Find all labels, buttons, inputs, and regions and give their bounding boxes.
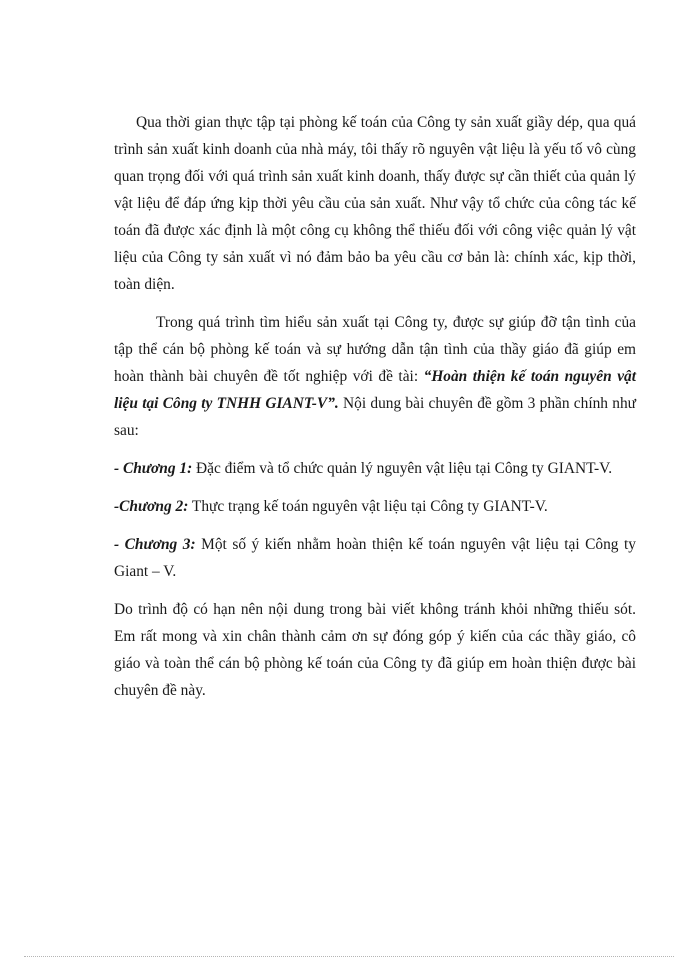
paragraph-closing-text: Do trình độ có hạn nên nội dung trong bài viết không tránh khỏi những thiếu sót. Em rất mong và xin chân thành cảm ơn sự đóng góp ý kiến của các thầy giáo, cô giáo và toàn thể cán bộ phòng kế toán của Công ty đã giúp em hoàn thiện được bài chuyên đề này.	[114, 601, 636, 699]
thesis-title: “Hoàn thiện kế toán nguyên vật liệu tại Công ty TNHH GIANT-V”.	[114, 368, 636, 412]
chapter-text: Đặc điểm và tổ chức quản lý nguyên vật liệu tại Công ty GIANT-V.	[192, 460, 613, 477]
chapter-item-3	[114, 531, 636, 585]
paragraph-closing	[114, 596, 636, 704]
chapter-text: Thực trạng kế toán nguyên vật liệu tại Công ty GIANT-V.	[188, 498, 548, 515]
chapter-label: -Chương 2:	[114, 498, 189, 515]
paragraph-topic-tail: Nội dung bài chuyên đề gồm 3 phần chính như sau:	[114, 395, 637, 439]
chapter-label: - Chương 3:	[114, 536, 196, 553]
paragraph-topic	[114, 309, 636, 444]
body-text	[114, 109, 636, 715]
paragraph-intro	[114, 109, 636, 298]
paragraph-topic-text: Trong quá trình tìm hiểu sản xuất tại Công ty, được sự giúp đỡ tận tình của tập thể cán bộ phòng kế toán và sự hướng dẫn tận tình của thầy giáo đã giúp em hoàn thành bài chuyên đề tốt nghiệp với đề tài:	[114, 314, 636, 385]
chapter-item-1	[114, 455, 636, 482]
chapter-item-2	[114, 493, 636, 520]
page-bottom-divider	[24, 956, 674, 957]
chapter-text: Một số ý kiến nhằm hoàn thiện kế toán nguyên vật liệu tại Công ty Giant – V.	[114, 536, 636, 580]
chapter-label: - Chương 1:	[114, 460, 193, 477]
paragraph-intro-text: Qua thời gian thực tập tại phòng kế toán của Công ty sản xuất giầy dép, qua quá trình sản xuất kinh doanh của nhà máy, tôi thấy rõ nguyên vật liệu là yếu tố vô cùng quan trọng đối với quá trình sản xuất kinh doanh, thấy được sự cần thiết của quản lý vật liệu để đáp ứng kịp thời yêu cầu của sản xuất. Như vậy tổ chức của công tác kế toán đã được xác định là một công cụ không thể thiếu đối với công việc quản lý vật liệu của Công ty sản xuất vì nó đảm bảo ba yêu cầu cơ bản là: chính xác, kịp thời, toàn diện.	[114, 114, 636, 293]
